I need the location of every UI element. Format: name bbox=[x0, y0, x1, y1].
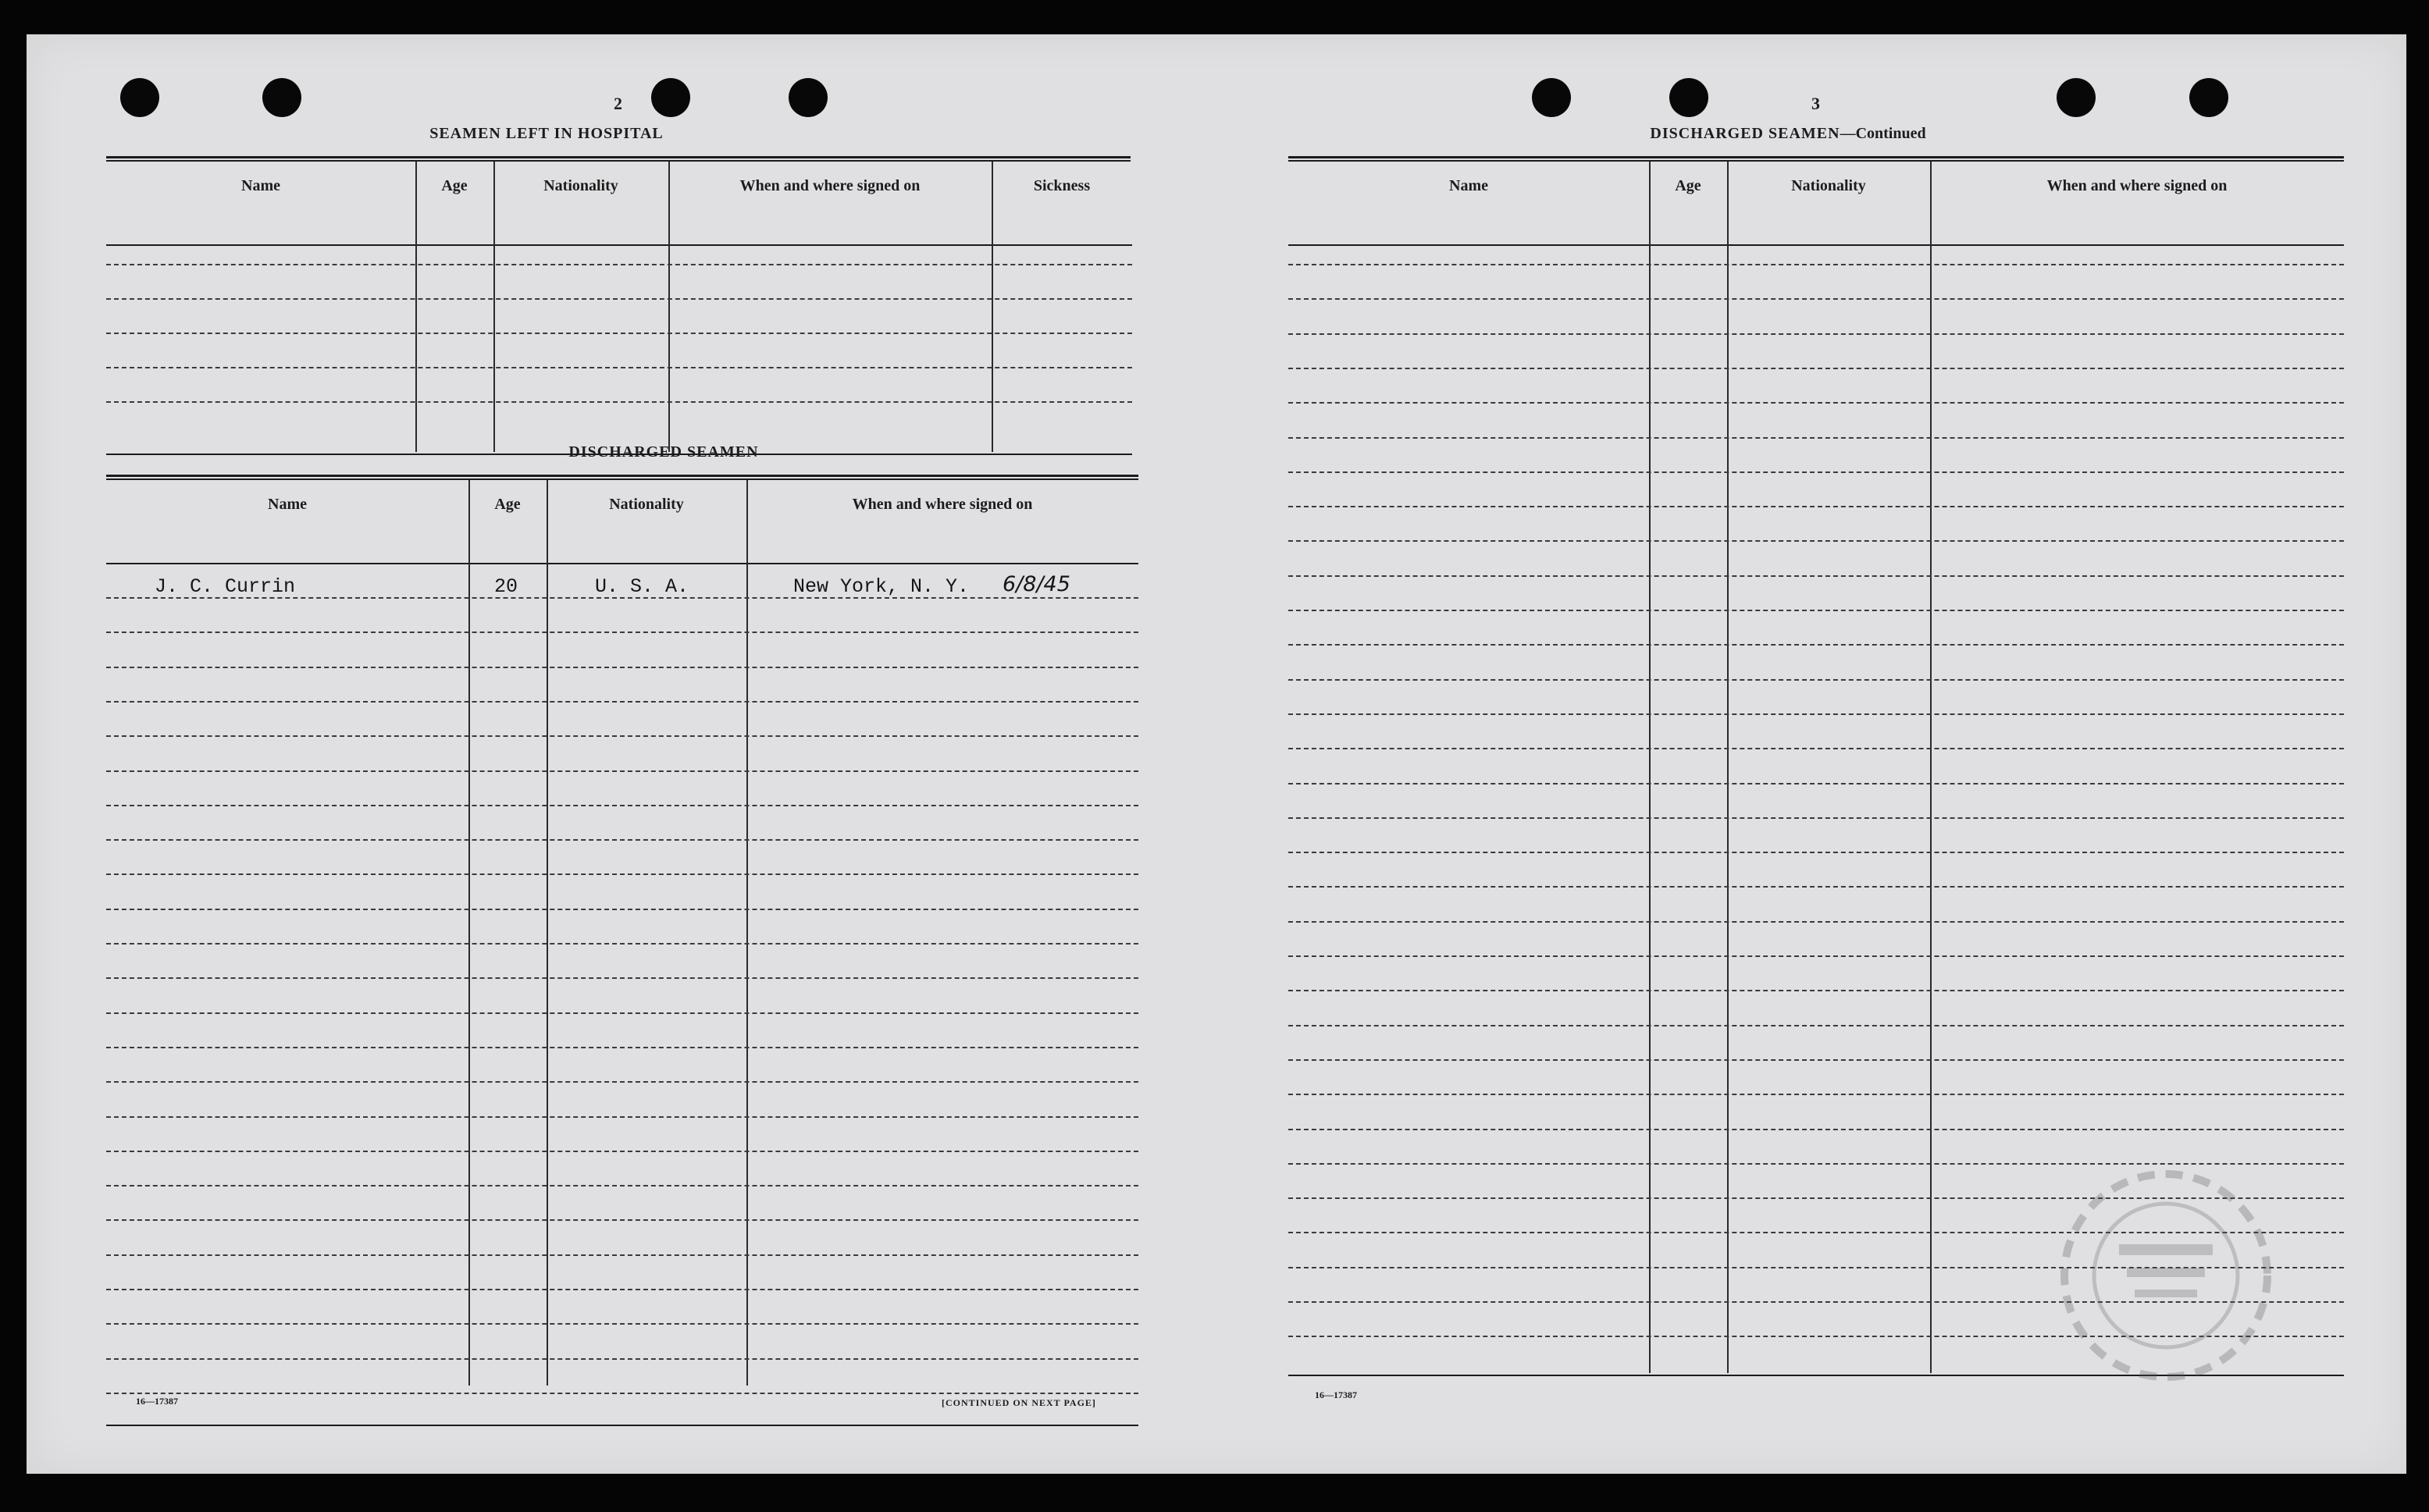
row-line bbox=[1288, 990, 2344, 991]
right-form-number: 16—17387 bbox=[1315, 1389, 1357, 1400]
hospital-section-title: SEAMEN LEFT IN HOSPITAL bbox=[429, 125, 664, 142]
col-header-age: Age bbox=[494, 495, 521, 513]
header-underline bbox=[106, 244, 1132, 246]
punch-hole bbox=[2057, 78, 2096, 117]
row-line bbox=[1288, 1094, 2344, 1095]
row-line bbox=[106, 333, 1132, 334]
column-divider bbox=[992, 162, 993, 452]
row-line bbox=[1288, 333, 2344, 335]
row-line bbox=[1288, 437, 2344, 439]
row-line bbox=[1288, 748, 2344, 749]
row-line bbox=[106, 943, 1138, 945]
header-underline bbox=[106, 563, 1138, 564]
row-line bbox=[106, 839, 1138, 841]
column-divider bbox=[668, 162, 670, 452]
col-header-age: Age bbox=[441, 176, 468, 194]
seaman-signed-on-place: New York, N. Y. bbox=[793, 575, 970, 598]
row-line bbox=[1288, 1059, 2344, 1061]
row-line bbox=[106, 1254, 1138, 1256]
section-title-suffix: —Continued bbox=[1840, 125, 1926, 142]
column-divider bbox=[746, 480, 748, 1386]
left-form-number: 16—17387 bbox=[136, 1396, 178, 1407]
punch-hole bbox=[1532, 78, 1571, 117]
right-title-rule bbox=[1288, 156, 2344, 162]
row-line bbox=[106, 367, 1132, 368]
row-line bbox=[106, 770, 1138, 772]
row-line bbox=[106, 1081, 1138, 1083]
column-divider bbox=[415, 162, 417, 452]
col-header-nationality: Nationality bbox=[543, 176, 618, 194]
row-line bbox=[106, 1289, 1138, 1290]
row-line bbox=[1288, 540, 2344, 542]
row-line bbox=[106, 735, 1138, 737]
row-line bbox=[1288, 610, 2344, 611]
seaman-nationality: U. S. A. bbox=[595, 575, 689, 598]
column-divider bbox=[547, 480, 548, 1386]
document-sheet bbox=[27, 34, 2406, 1474]
col-header-name: Name bbox=[241, 176, 280, 194]
row-line bbox=[1288, 264, 2344, 265]
col-header-nationality: Nationality bbox=[609, 495, 684, 513]
row-line bbox=[106, 1012, 1138, 1014]
row-line bbox=[106, 1151, 1138, 1152]
punch-hole bbox=[262, 78, 301, 117]
discharged-title-rule bbox=[106, 475, 1138, 480]
row-line bbox=[1288, 402, 2344, 404]
row-line bbox=[106, 1185, 1138, 1186]
row-line bbox=[1288, 679, 2344, 681]
column-divider bbox=[1727, 162, 1729, 1373]
row-line bbox=[106, 1393, 1138, 1394]
row-line bbox=[1288, 921, 2344, 923]
row-line bbox=[106, 909, 1138, 910]
row-line bbox=[1288, 644, 2344, 646]
col-header-signed-on: When and where signed on bbox=[2046, 176, 2228, 194]
punch-hole bbox=[1669, 78, 1708, 117]
row-line bbox=[1288, 1025, 2344, 1026]
row-line bbox=[1288, 575, 2344, 577]
row-line bbox=[106, 1116, 1138, 1118]
row-line bbox=[1288, 955, 2344, 957]
table-bottom-rule bbox=[106, 1425, 1138, 1426]
column-divider bbox=[468, 480, 470, 1386]
col-header-name: Name bbox=[268, 495, 307, 513]
hospital-table bbox=[106, 162, 1132, 460]
row-line bbox=[106, 631, 1138, 633]
left-page-number: 2 bbox=[614, 94, 622, 113]
row-line bbox=[106, 1219, 1138, 1221]
section-title-text: DISCHARGED SEAMEN bbox=[1650, 125, 1840, 142]
punch-hole bbox=[651, 78, 690, 117]
punch-hole bbox=[789, 78, 828, 117]
seaman-name: J. C. Currin bbox=[155, 575, 296, 598]
col-header-age: Age bbox=[1675, 176, 1701, 194]
col-header-sickness: Sickness bbox=[1033, 176, 1091, 194]
row-line bbox=[1288, 852, 2344, 853]
discharged-section-title: DISCHARGED SEAMEN bbox=[568, 443, 759, 461]
column-divider bbox=[1930, 162, 1932, 1373]
row-line bbox=[106, 701, 1138, 703]
punch-hole bbox=[120, 78, 159, 117]
col-header-name: Name bbox=[1449, 176, 1488, 194]
continued-section-title bbox=[1616, 125, 1960, 143]
row-line bbox=[106, 1323, 1138, 1325]
hospital-title-rule bbox=[106, 156, 1131, 162]
punch-hole bbox=[2189, 78, 2228, 117]
row-line bbox=[1288, 471, 2344, 473]
seaman-age: 20 bbox=[494, 575, 518, 598]
seaman-signed-on-date: 6/8/45 bbox=[1003, 572, 1070, 596]
row-line bbox=[1288, 298, 2344, 300]
row-line bbox=[106, 298, 1132, 300]
header-underline bbox=[1288, 244, 2344, 246]
row-line bbox=[1288, 886, 2344, 888]
row-line bbox=[106, 1047, 1138, 1048]
row-line bbox=[106, 1358, 1138, 1360]
row-line bbox=[106, 873, 1138, 875]
row-line bbox=[1288, 368, 2344, 369]
col-header-signed-on: When and where signed on bbox=[739, 176, 921, 194]
row-line bbox=[106, 977, 1138, 979]
col-header-nationality: Nationality bbox=[1791, 176, 1866, 194]
row-line bbox=[106, 401, 1132, 403]
column-divider bbox=[493, 162, 495, 452]
row-line bbox=[1288, 783, 2344, 784]
row-line bbox=[106, 667, 1138, 668]
row-line bbox=[1288, 1129, 2344, 1130]
continued-note: [CONTINUED ON NEXT PAGE] bbox=[942, 1397, 1096, 1408]
column-divider bbox=[1649, 162, 1651, 1373]
discharged-table bbox=[106, 480, 1138, 1432]
col-header-signed-on: When and where signed on bbox=[852, 495, 1033, 513]
circular-stamp-icon bbox=[2025, 1158, 2306, 1393]
row-line bbox=[1288, 713, 2344, 715]
right-page-number: 3 bbox=[1811, 94, 1820, 113]
row-line bbox=[1288, 817, 2344, 819]
row-line bbox=[106, 805, 1138, 806]
row-line bbox=[1288, 506, 2344, 507]
row-line bbox=[106, 264, 1132, 265]
